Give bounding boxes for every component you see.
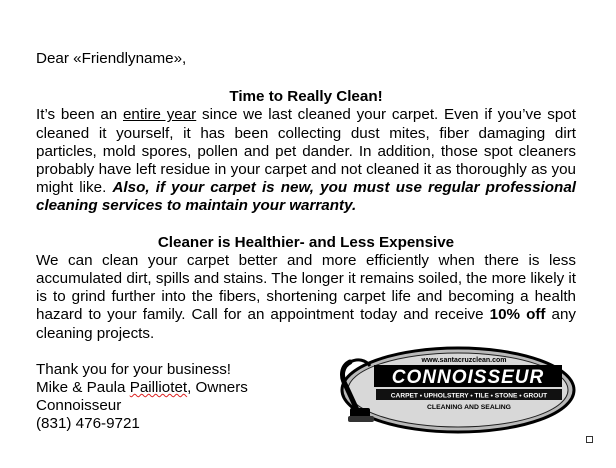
logo-services: CARPET • UPHOLSTERY • TILE • STONE • GROUT bbox=[390, 392, 548, 400]
p2-discount: 10% off bbox=[489, 306, 546, 324]
logo-tagline: CLEANING AND SEALING bbox=[427, 404, 511, 411]
names-surname: Pailliotet bbox=[129, 379, 188, 397]
p2-text-b: any cleaning projects. bbox=[36, 306, 576, 342]
paragraph-carpet-year bbox=[36, 106, 576, 215]
p1-warranty-note: Also, if your carpet is new, you must use regular professional cleaning services to maintain your warranty. bbox=[36, 179, 576, 215]
closing-phone: (831) 476-9721 bbox=[36, 415, 140, 433]
paragraph-healthier bbox=[36, 252, 576, 343]
p1-text-b: since we last cleaned your carpet. Even if you’ve spot cleaned it yourself, it has been collecting dust mites, fiber damaging dirt particles, mold spores, pollen and pet dander. In addition, those spot cleaners probably have left residue in your carpet and not cleaned it as thoroughly as you might like. bbox=[36, 106, 576, 197]
names-suffix: , Owners bbox=[187, 379, 248, 397]
logo-url: www.santacruzclean.com bbox=[421, 357, 507, 364]
heading-healthier: Cleaner is Healthier- and Less Expensive bbox=[157, 233, 455, 251]
heading-really-clean: Time to Really Clean! bbox=[229, 88, 383, 106]
names-prefix: Mike & Paula bbox=[36, 379, 130, 397]
closing-company: Connoisseur bbox=[36, 397, 122, 415]
p1-text-a: It’s been an bbox=[36, 106, 123, 124]
p2-text-a: We can clean your carpet better and more efficiently when there is less accumulated dirt, spills and stains. The longer it remains soiled, the more likely it is to grind further into the fibers, shortening carpet life and becoming a health hazard to your family. Call for an appointment today and receive bbox=[36, 251, 576, 324]
p1-underlined: entire year bbox=[122, 106, 197, 124]
salutation: Dear «Friendlyname», bbox=[36, 50, 187, 67]
logo-brand: CONNOISSEUR bbox=[391, 367, 545, 388]
anchor-handle[interactable] bbox=[586, 436, 593, 443]
closing-thanks: Thank you for your business! bbox=[36, 360, 232, 378]
connoisseur-logo bbox=[336, 346, 576, 436]
